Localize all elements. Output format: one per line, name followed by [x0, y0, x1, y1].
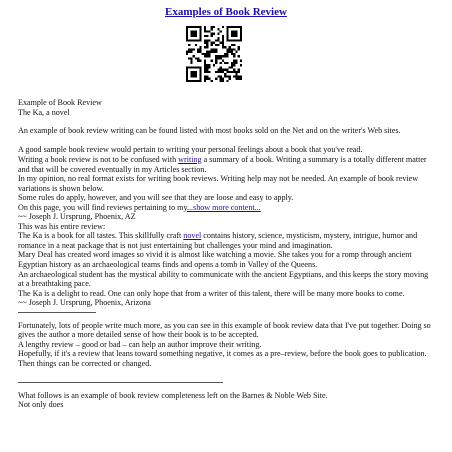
qr-code-icon: [186, 26, 242, 82]
divider-short: [18, 312, 96, 313]
paragraph-hopefully: Hopefully, if it's a review that leans toward something negative, it comes as a pre–review, before the book goes to publication. Then things can be corrected or changed.: [18, 349, 427, 368]
review-author-line: ~~ Joseph J. Ursprung, Phoenix, AZ: [18, 212, 136, 222]
paragraph-writing: Writing a book review is not to be confused with writing a summary of a book. Writing a summary is a totally different matter and that will be covered eventually in my Articles section.: [18, 154, 427, 174]
document-body: [18, 98, 436, 410]
paragraph-good-sample: A good sample book review would pertain to writing your personal feelings about a book that you've read.: [18, 145, 363, 155]
paragraph-intro: An example of book review writing can be found listed with most books sold on the Net and on the writer's Web sites.: [18, 126, 401, 136]
show-more-link[interactable]: ...show more content...: [186, 202, 261, 212]
paragraph-not-only: Not only does: [18, 400, 64, 410]
divider-long: [18, 382, 223, 383]
paragraph-delight: The Ka is a delight to read. One can only hope that from a writer of this talent, there will be many more books to come.: [18, 288, 405, 298]
paragraph-rules: Some rules do apply, however, and you will see that they are loose and easy to apply.: [18, 193, 294, 203]
review-author-line-2: ~~ Joseph J. Ursprung, Phoenix, Arizona: [18, 298, 151, 308]
writing-link[interactable]: writing: [178, 154, 202, 164]
document-heading: Example of Book Review: [18, 98, 102, 107]
paragraph-archaeological: An archaeological student has the mystical ability to communicate with the ancient Egyptians, and this keeps the story moving at a breathtaking pace.: [18, 269, 429, 289]
paragraph-fortunately: Fortunately, lots of people write much more, as you can see in this example of book review data that I've put together. Doing so gives the author a more detailed sense of how their book is to be accepted.: [18, 320, 431, 340]
paragraph-ka: The Ka is a book for all tastes. This skillfully craft novel contains history, science, mysticism, mystery, intrigue, humor and romance in a neat package that is not just entertaining but challenges your mind and imagination.: [18, 231, 418, 250]
paragraph-what-follows: What follows is an example of book review completeness left on the Barnes & Noble Web Site.: [18, 390, 328, 400]
paragraph-lengthy: A lengthy review – good or bad – can help an author improve their writing.: [18, 339, 262, 349]
novel-link[interactable]: novel: [183, 231, 202, 241]
document-title-link[interactable]: Examples of Book Review: [165, 6, 287, 18]
paragraph-on-page: On this page, you will find reviews pertaining to my...show more content...: [18, 202, 261, 212]
paragraph-mary-deal: Mary Deal has created word images so vivid it is almost like watching a movie. She takes you for a romp through ancient Egyptian history as an archaeological teams finds and opens a tomb in Valley of the Queens.: [18, 250, 412, 269]
document-subheading: The Ka, a novel: [18, 107, 70, 117]
paragraph-entire-review: This was his entire review:: [18, 221, 106, 231]
paragraph-opinion: In my opinion, no real format exists for writing book reviews. Writing help may not be needed. An example of book review variations is shown below.: [18, 174, 419, 193]
